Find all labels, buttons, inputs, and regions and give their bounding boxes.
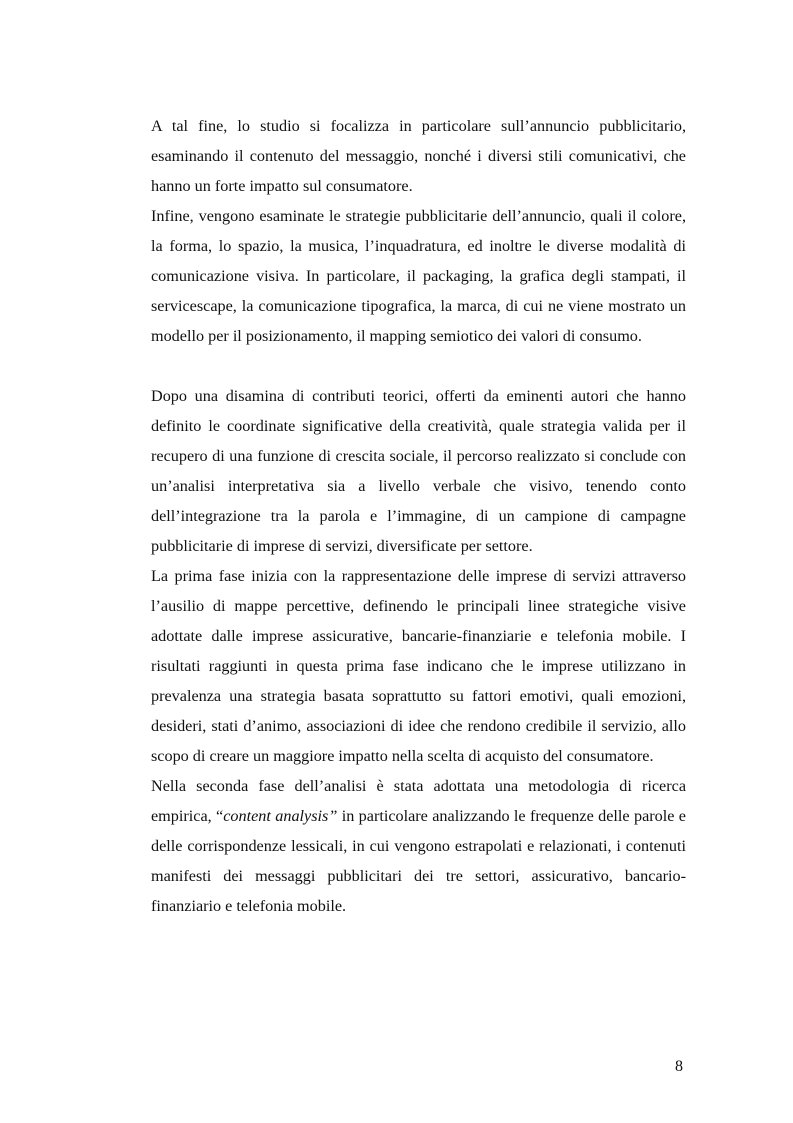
paragraph-2: Infine, vengono esaminate le strategie pubblicitarie dell’annuncio, quali il colore, la forma, lo spazio, la musica, l’inquadratura, ed inoltre le diverse modalità di comunicazione visiva. In particolare, il packaging, la grafica degli stampati, il servicescape, la comunicazione tipografica, la marca, di cui ne viene mostrato un modello per il posizionamento, il mapping semiotico dei valori di consumo. [151, 207, 686, 345]
paragraph-5-end: in particolare analizzando le frequenze delle parole e delle corrispondenze lessicali, in cui vengono estrapolati e relazionati, i contenuti manifesti dei messaggi pubblicitari dei tre settori, assicurativo, bancario-finanziario e telefonia mobile. [151, 807, 686, 915]
paragraph-5 [151, 771, 686, 921]
body-text [151, 111, 686, 921]
paragraph-3: Dopo una disamina di contributi teorici, offerti da eminenti autori che hanno definito le coordinate significative della creatività, quale strategia valida per il recupero di una funzione di crescita sociale, il percorso realizzato si conclude con un’analisi interpretativa sia a livello verbale che visivo, tenendo conto dell’integrazione tra la parola e l’immagine, di un campione di campagne pubblicitarie di imprese di servizi, diversificate per settore. [151, 387, 686, 555]
paragraph-1: A tal fine, lo studio si focalizza in particolare sull’annuncio pubblicitario, esaminando il contenuto del messaggio, nonché i diversi stili comunicativi, che hanno un forte impatto sul consumatore. [151, 117, 686, 195]
paragraph-5-start: Nella seconda fase dell’analisi è stata adottata una metodologia di ricerca empirica, “ [151, 777, 686, 825]
page-number: 8 [675, 1058, 683, 1075]
paragraph-4: La prima fase inizia con la rappresentazione delle imprese di servizi attraverso l’ausilio di mappe percettive, definendo le principali linee strategiche visive adottate dalle imprese assicurative, bancarie-finanziarie e telefonia mobile. I risultati raggiunti in questa prima fase indicano che le imprese utilizzano in prevalenza una strategia basata soprattutto su fattori emotivi, quali emozioni, desideri, stati d’animo, associazioni di idee che rendono credibile il servizio, allo scopo di creare un maggiore impatto nella scelta di acquisto del consumatore. [151, 567, 686, 765]
content-analysis-term: content analysis” [223, 807, 338, 825]
paragraph-spacer [151, 351, 686, 381]
